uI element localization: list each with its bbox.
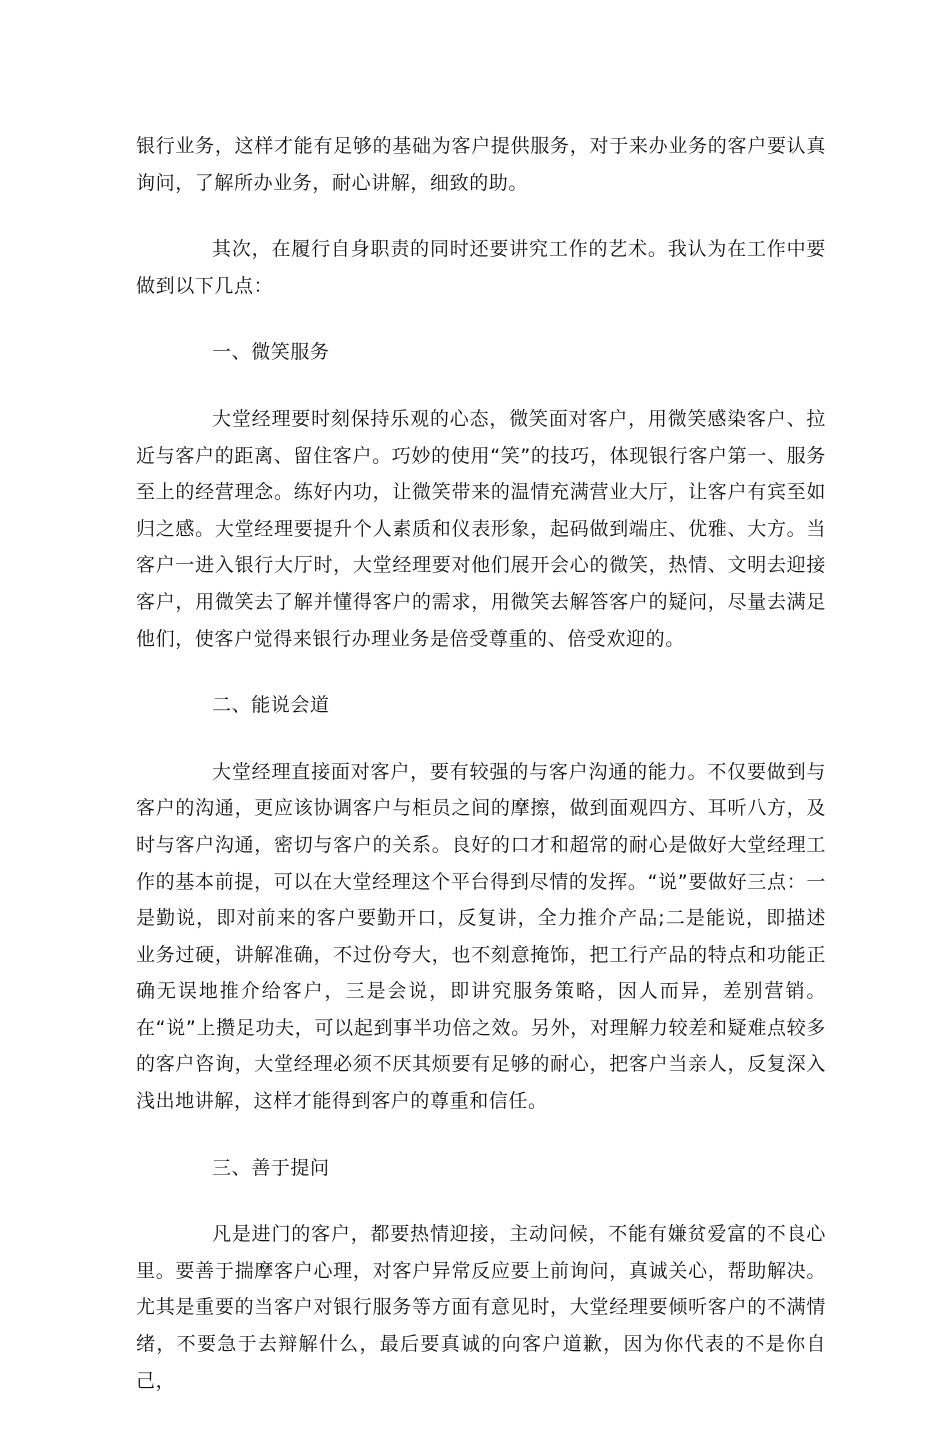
paragraph-eloquence: 大堂经理直接面对客户，要有较强的与客户沟通的能力。不仅要做到与客户的沟通，更应该协调客户与柜员之间的摩擦，做到面观四方、耳听八方，及时与客户沟通，密切与客户的关系。良好的口才和超常的耐心是做好大堂经理工作的基本前提，可以在大堂经理这个平台得到尽情的发挥。“说”要做好三点：一是勤说，即对前来的客户要勤开口，反复讲，全力推介产品;二是能说，即描述业务过硬，讲解准确，不过份夸大，也不刻意掩饰，把工行产品的特点和功能正确无误地推介给客户，三是会说，即讲究服务策略，因人而异，差别营销。在“说”上攒足功夫，可以起到事半功倍之效。另外，对理解力较差和疑难点较多的客户咨询，大堂经理必须不厌其烦要有足够的耐心，把客户当亲人，反复深入浅出地讲解，这样才能得到客户的尊重和信任。 (136, 760, 826, 1113)
paragraph-good-at-asking: 凡是进门的客户，都要热情迎接，主动问候，不能有嫌贫爱富的不良心里。要善于揣摩客户心理，对客户异常反应要上前询问，真诚关心，帮助解决。尤其是重要的当客户对银行服务等方面有意见时，大堂经理要倾听客户的不满情绪，不要急于去辩解什么，最后要真诚的向客户道歉，因为你代表的不是你自己， (136, 1223, 826, 1392)
paragraph-intro-continuation: 银行业务，这样才能有足够的基础为客户提供服务，对于来办业务的客户要认真询问，了解所办业务，耐心讲解，细致的助。 (136, 135, 826, 194)
document-body (136, 128, 826, 1429)
heading-good-at-asking: 三、善于提问 (212, 1156, 330, 1179)
heading-smile-service: 一、微笑服务 (212, 341, 330, 364)
paragraph-smile-service: 大堂经理要时刻保持乐观的心态，微笑面对客户，用微笑感染客户、拉近与客户的距离、留住客户。巧妙的使用“笑”的技巧，体现银行客户第一、服务至上的经营理念。练好内功，让微笑带来的温情充满营业大厅，让客户有宾至如归之感。大堂经理要提升个人素质和仪表形象，起码做到端庄、优雅、大方。当客户一进入银行大厅时，大堂经理要对他们展开会心的微笑，热情、文明去迎接客户，用微笑去了解并懂得客户的需求，用微笑去解答客户的疑问，尽量去满足他们，使客户觉得来银行办理业务是倍受尊重的、倍受欢迎的。 (136, 407, 826, 650)
heading-eloquence: 二、能说会道 (212, 694, 330, 717)
paragraph-work-art: 其次，在履行自身职责的同时还要讲究工作的艺术。我认为在工作中要做到以下几点： (136, 238, 826, 297)
